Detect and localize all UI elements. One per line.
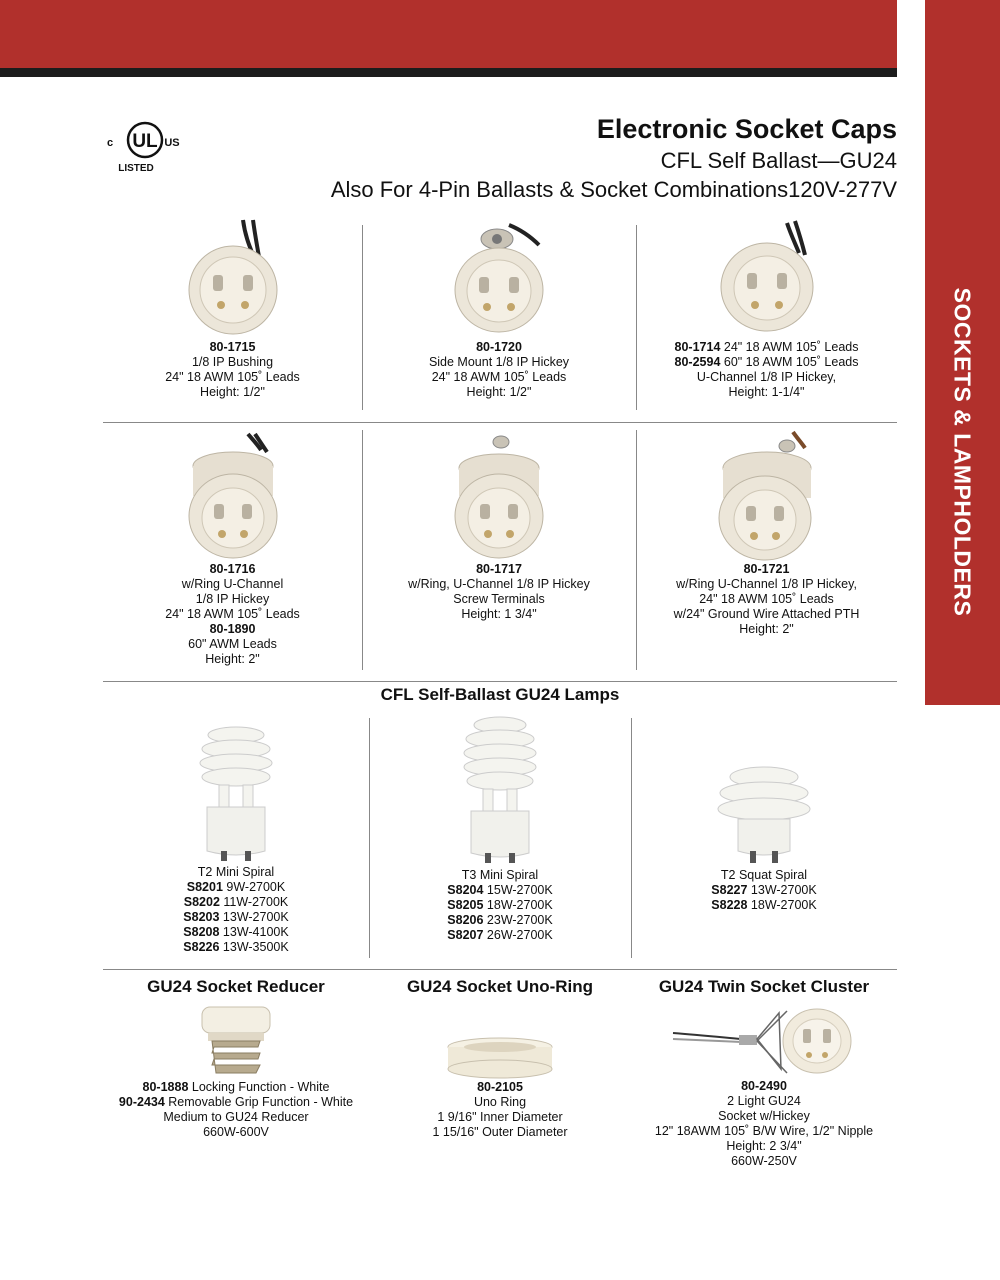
spec-line: 24" 18 AWM 105˚ Leads: [165, 370, 300, 384]
part-number: 80-1716: [209, 562, 256, 576]
spec-line: Height: 1 3/4": [461, 607, 537, 621]
spec-line: [636, 355, 897, 370]
spec-line: Medium to GU24 Reducer: [163, 1110, 309, 1124]
sku-spec: 13W-2700K: [219, 910, 289, 924]
lamp-t2-squat-spiral: [631, 765, 897, 913]
sku-spec: 18W-2700K: [483, 898, 553, 912]
sku: S8228: [711, 898, 748, 912]
spec-line: 1/8 IP Bushing: [191, 355, 274, 369]
sku: S8206: [447, 913, 484, 927]
sku-spec: 13W-4100K: [219, 925, 289, 939]
spec-line: 24" 18 AWM 105˚ Leads: [431, 370, 567, 384]
divider: [103, 681, 897, 682]
spec-line: [636, 340, 897, 355]
spec-line: Height: 1-1/4": [728, 385, 805, 399]
sku: S8202: [183, 895, 220, 909]
product-twin-socket-cluster: [631, 1003, 897, 1169]
sku-line: [103, 940, 369, 955]
ul-logo-listed: LISTED: [118, 163, 154, 174]
spec-line: [103, 1080, 369, 1095]
divider: [103, 969, 897, 970]
product-80-1714: [636, 215, 897, 400]
spec-line: Height: 2": [739, 622, 794, 636]
spec-line: Height: 2 3/4": [726, 1139, 802, 1153]
socket-cap-image: [173, 215, 293, 340]
sku-line: [631, 898, 897, 913]
sku: S8208: [183, 925, 220, 939]
sku-spec: 13W-3500K: [219, 940, 289, 954]
sku: S8201: [186, 880, 223, 894]
sku-spec: 15W-2700K: [483, 883, 553, 897]
sku-line: [631, 883, 897, 898]
spec-line: Height: 1/2": [466, 385, 532, 399]
spec-line: Height: 2": [205, 652, 260, 666]
product-uno-ring: [369, 1035, 631, 1140]
socket-cap-ring-image: [439, 430, 559, 562]
spec-line: 2 Light GU24: [727, 1094, 801, 1108]
spec-line: 660W-250V: [731, 1154, 797, 1168]
part-number: 80-1714: [674, 340, 721, 354]
sku-spec: 18W-2700K: [747, 898, 817, 912]
lamp-name: T2 Mini Spiral: [197, 865, 275, 879]
part-number: 80-1715: [209, 340, 256, 354]
sku-line: [369, 883, 631, 898]
product-80-1716: [103, 430, 362, 667]
squat-spiral-lamp-icon: [714, 765, 814, 868]
sku-spec: 13W-2700K: [747, 883, 817, 897]
sku: S8204: [447, 883, 484, 897]
part-number: 90-2434: [118, 1095, 165, 1109]
sku-line: [103, 895, 369, 910]
product-80-1717: [362, 430, 636, 622]
uno-ring-image: [440, 1035, 560, 1080]
lamp-t3-mini-spiral: [369, 715, 631, 943]
header-dark-rule: [0, 68, 897, 77]
sku: S8226: [183, 940, 220, 954]
heading-twin-socket-cluster: GU24 Twin Socket Cluster: [658, 977, 870, 996]
spec-text: 60" 18 AWM 105˚ Leads: [720, 355, 859, 369]
heading-socket-reducer: GU24 Socket Reducer: [147, 977, 325, 996]
spec-line: 12" 18AWM 105˚ B/W Wire, 1/2" Nipple: [654, 1124, 874, 1138]
sku-line: [103, 925, 369, 940]
spec-line: 1/8 IP Hickey: [195, 592, 270, 606]
socket-cap-ring-image: [173, 430, 293, 562]
product-80-1715: [103, 215, 362, 400]
part-number: 80-1890: [209, 622, 256, 636]
page-subtitle: CFL Self Ballast—GU24: [660, 148, 897, 173]
page-title: Electronic Socket Caps: [596, 114, 897, 144]
ul-listed-logo: [100, 118, 190, 178]
spiral-lamp-icon: [191, 725, 281, 865]
lamp-name: T3 Mini Spiral: [461, 868, 539, 882]
spiral-lamp-icon: [455, 715, 545, 868]
spec-text: Locking Function - White: [188, 1080, 330, 1094]
header-red-bar: [0, 0, 897, 68]
product-80-1720: [362, 215, 636, 400]
spec-line: 1 9/16" Inner Diameter: [437, 1110, 563, 1124]
socket-cap-image: [439, 215, 559, 340]
spec-line: w/24" Ground Wire Attached PTH: [673, 607, 860, 621]
lamp-t2-mini-spiral: [103, 725, 369, 955]
heading-uno-ring: GU24 Socket Uno-Ring: [406, 977, 594, 996]
sku: S8205: [447, 898, 484, 912]
sku-line: [369, 913, 631, 928]
spec-line: U-Channel 1/8 IP Hickey,: [696, 370, 837, 384]
product-socket-reducer: [103, 1005, 369, 1140]
spec-text: Removable Grip Function - White: [164, 1095, 354, 1109]
reducer-image: [196, 1005, 276, 1080]
sku-spec: 9W-2700K: [222, 880, 286, 894]
sku-spec: 23W-2700K: [483, 913, 553, 927]
part-number: 80-1720: [476, 340, 522, 354]
part-number: 80-2490: [741, 1079, 787, 1093]
sku: S8227: [711, 883, 748, 897]
spec-text: 24" 18 AWM 105˚ Leads: [720, 340, 859, 354]
spec-line: 24" 18 AWM 105˚ Leads: [165, 607, 300, 621]
divider: [103, 422, 897, 423]
section-heading-lamps: CFL Self-Ballast GU24 Lamps: [380, 685, 620, 704]
spec-line: w/Ring, U-Channel 1/8 IP Hickey: [408, 577, 590, 591]
sku: S8207: [447, 928, 484, 942]
part-number: 80-1721: [743, 562, 790, 576]
part-number: 80-2105: [477, 1080, 523, 1094]
ul-logo-center: UL: [132, 131, 158, 152]
spec-line: 60" AWM Leads: [188, 637, 277, 651]
spec-line: 660W-600V: [203, 1125, 269, 1139]
spec-line: Height: 1/2": [200, 385, 265, 399]
spec-line: 24" 18 AWM 105˚ Leads: [699, 592, 834, 606]
spec-line: w/Ring U-Channel: [181, 577, 284, 591]
ul-logo-us: US: [164, 137, 180, 149]
sku-line: [103, 880, 369, 895]
twin-socket-cluster-image: [669, 1003, 859, 1079]
socket-cap-ring-image: [707, 430, 827, 562]
page-subtitle-secondary: Also For 4-Pin Ballasts & Socket Combinations120V-277V: [330, 177, 897, 202]
part-number: 80-1717: [476, 562, 522, 576]
spec-line: 1 15/16" Outer Diameter: [432, 1125, 568, 1139]
sku-line: [369, 928, 631, 943]
socket-cap-image: [707, 215, 827, 340]
product-80-1721: [636, 430, 897, 637]
part-number: 80-2594: [674, 355, 721, 369]
sku: S8203: [183, 910, 220, 924]
lamp-name: T2 Squat Spiral: [720, 868, 808, 882]
ul-logo-c: c: [106, 137, 114, 149]
part-number: 80-1888: [142, 1080, 189, 1094]
spec-line: Side Mount 1/8 IP Hickey: [428, 355, 570, 369]
spec-line: [103, 1095, 369, 1110]
side-tab-label: SOCKETS & LAMPHOLDERS: [949, 287, 976, 617]
spec-line: w/Ring U-Channel 1/8 IP Hickey,: [676, 577, 857, 591]
spec-line: Screw Terminals: [453, 592, 545, 606]
spec-line: Socket w/Hickey: [718, 1109, 810, 1123]
sku-line: [103, 910, 369, 925]
sku-line: [369, 898, 631, 913]
sku-spec: 26W-2700K: [483, 928, 553, 942]
spec-line: Uno Ring: [473, 1095, 527, 1109]
sku-spec: 11W-2700K: [219, 895, 289, 909]
